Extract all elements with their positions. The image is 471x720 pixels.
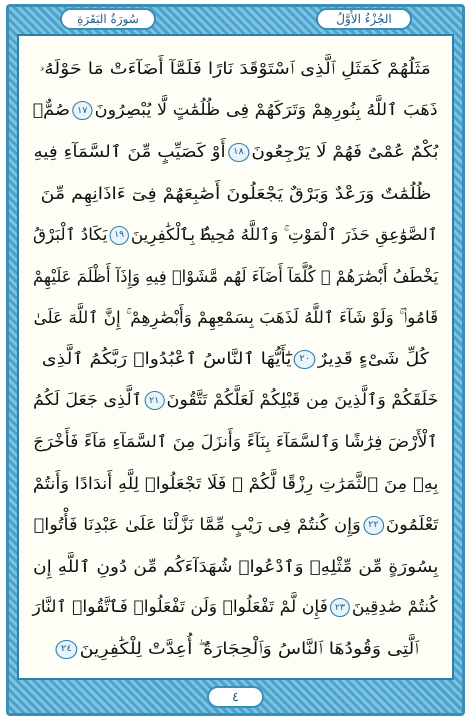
page-number: ٤ (207, 686, 264, 708)
text-line (30, 547, 441, 585)
verse-text: فَإِن لَّمْ تَفْعَلُوا۟ وَلَن تَفْعَلُوا۟ فَٱتَّقُوا۟ ٱلنَّارَ (32, 597, 329, 617)
verse-text-area (26, 40, 445, 676)
verse-text: يَكَادُ ٱلْبَرْقُ (33, 224, 108, 244)
text-line (30, 464, 441, 502)
verse-text: وَإِن كُنتُمْ فِى رَيْبٍ مِّمَّا نَزَّلْنَا عَلَىٰ عَبْدِنَا فَأْتُوا۟ (33, 514, 361, 534)
verse-text: أَوْ كَصَيِّبٍ مِّنَ ٱلسَّمَآءِ فِيهِ (33, 141, 226, 161)
text-line-content (53, 639, 419, 659)
text-line-content (33, 267, 438, 286)
text-line (30, 257, 441, 295)
verse-text: بُكْمٌ عُمْىٌ فَهُمْ لَا يَرْجِعُونَ (250, 141, 439, 161)
verse-text: تَعْلَمُونَ (385, 514, 438, 534)
text-line-content (40, 59, 431, 79)
text-line-content (33, 100, 438, 120)
text-line (30, 588, 441, 626)
verse-text: كُنتُمْ صَٰدِقِينَ (352, 597, 439, 617)
verse-text: ٱلَّذِى جَعَلَ لَكُمُ (32, 390, 142, 410)
text-line (30, 50, 441, 88)
text-line (30, 506, 441, 544)
ayah-number-marker: ٢٣ (330, 598, 350, 617)
text-line (30, 133, 441, 171)
text-line (30, 381, 441, 419)
text-line (30, 91, 441, 129)
surah-name-label: سُورَةُ البَقَرَةِ (60, 8, 156, 30)
verse-text: كُلِّ شَىْءٍ قَدِيرٌ (318, 348, 430, 368)
ayah-number-marker: ١٩ (110, 226, 129, 245)
ayah-number-marker: ١٨ (227, 143, 248, 162)
ayah-number-marker: ٢٤ (55, 640, 77, 659)
juz-name-label: الجُزْءُ الأَوَّلُ (316, 8, 412, 30)
verse-text: يَٰٓأَيُّهَا ٱلنَّاسُ ٱعْبُدُوا۟ رَبَّكُمُ ٱلَّذِى (41, 348, 292, 368)
text-line-content (33, 308, 438, 328)
ayah-number-marker: ٢٠ (294, 350, 316, 369)
text-line-content (33, 597, 438, 617)
verse-text: ظُلُمَٰتٌ وَرَعْدٌ وَبَرْقٌ يَجْعَلُونَ أَصَٰبِعَهُمْ فِىٓ ءَاذَانِهِم مِّنَ (40, 183, 431, 203)
verse-text: صُمٌّۢ (32, 100, 71, 120)
verse-text: يَخْطَفُ أَبْصَٰرَهُمْ ۖ كُلَّمَآ أَضَآءَ لَهُم مَّشَوْا۟ فِيهِ وَإِذَآ أَظْلَمَ عَلَيْهِمْ (32, 266, 439, 286)
text-line-content (33, 474, 439, 493)
text-line-content (33, 390, 438, 410)
text-line-content (33, 557, 438, 576)
text-line-content (33, 432, 438, 451)
ayah-number-marker: ٢١ (144, 391, 164, 410)
text-line (30, 423, 441, 461)
ayah-number-marker: ٢٢ (363, 516, 384, 535)
verse-text: بِهِۦ مِنَ ٱلثَّمَرَٰتِ رِزْقًا لَّكُمْ ۖ فَلَا تَجْعَلُوا۟ لِلَّهِ أَندَادًا وَأَنتُمْ (32, 473, 439, 493)
verse-text: ذَهَبَ ٱللَّهُ بِنُورِهِمْ وَتَرَكَهُمْ فِى ظُلُمَٰتٍ لَّا يُبْصِرُونَ (94, 100, 439, 120)
text-line (30, 216, 441, 254)
text-line (30, 299, 441, 337)
text-line-content (40, 184, 431, 203)
verse-text: مَثَلُهُمْ كَمَثَلِ ٱلَّذِى ٱسْتَوْقَدَ نَارًا فَلَمَّآ أَضَآءَتْ مَا حَوْلَهُۥ (39, 59, 432, 78)
verse-text: خَلَقَكُمْ وَٱلَّذِينَ مِن قَبْلِكُمْ لَعَلَّكُمْ تَتَّقُونَ (166, 390, 439, 410)
verse-text: ٱلَّتِى وَقُودُهَا ٱلنَّاسُ وَٱلْحِجَارَةُ ۖ أُعِدَّتْ لِلْكَٰفِرِينَ (79, 638, 419, 658)
text-line-content (33, 142, 438, 162)
verse-text: بِسُورَةٍ مِّن مِّثْلِهِۦ وَٱدْعُوا۟ شُهَدَآءَكُم مِّن دُونِ ٱللَّهِ إِن (32, 556, 439, 576)
text-line (30, 174, 441, 212)
text-line-content (33, 515, 438, 535)
verse-text: ٱلصَّوَٰعِقِ حَذَرَ ٱلْمَوْتِ ۚ وَٱللَّهُ مُحِيطٌۢ بِٱلْكَٰفِرِينَ (131, 224, 438, 244)
verse-text: قَامُوا۟ ۚ وَلَوْ شَآءَ ٱللَّهُ لَذَهَبَ بِسَمْعِهِمْ وَأَبْصَٰرِهِمْ ۚ إِنَّ ٱللَّهَ عَلَىٰ (33, 307, 438, 327)
text-line-content (33, 225, 438, 245)
text-line (30, 630, 441, 668)
text-line-content (42, 349, 429, 369)
ayah-number-marker: ١٧ (73, 101, 93, 120)
text-line (30, 340, 441, 378)
verse-text: ٱلْأَرْضَ فِرَٰشًا وَٱلسَّمَآءَ بِنَآءً وَأَنزَلَ مِنَ ٱلسَّمَآءِ مَآءً فَأَخْرَجَ (33, 432, 438, 452)
